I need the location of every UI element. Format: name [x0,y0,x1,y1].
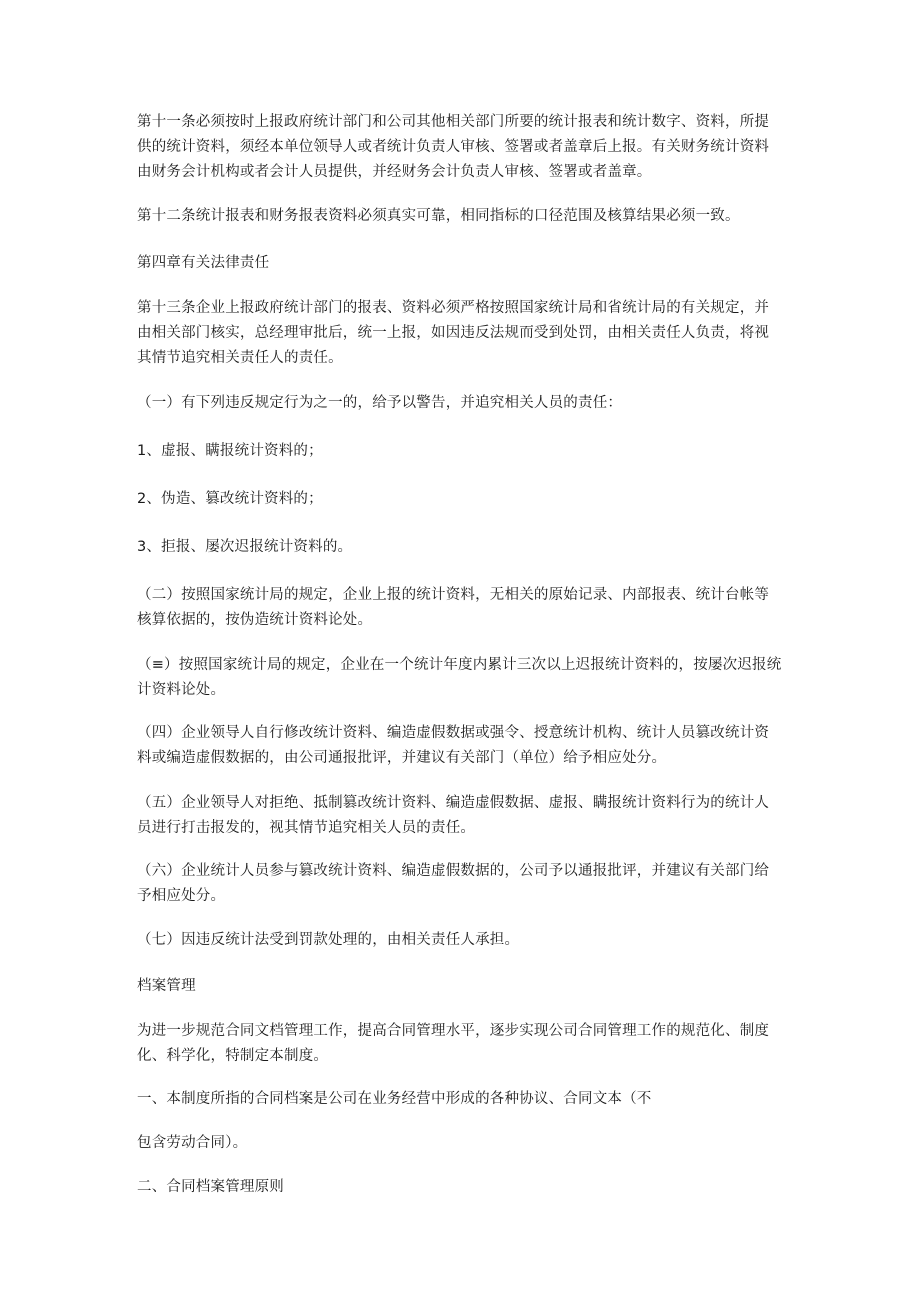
chapter-heading-4: 第四章有关法律责任 [137,255,270,271]
archives-item-2: 二、合同档案管理原则 [137,1179,284,1195]
clause-4: （四）企业领导人自行修改统计资料、编造虚假数据或强令、授意统计机构、统计人员篡改统计资料或编造虚假数据的，由公司通报批评，并建议有关部门（单位）给予相应处分。 [137,725,770,766]
clause-2: （二）按照国家统计局的规定，企业上报的统计资料，无相关的原始记录、内部报表、统计台帐等核算依据的，按伪造统计资料论处。 [137,587,770,628]
archives-item-1: 一、本制度所指的合同档案是公司在业务经营中形成的各种协议、合同文本（不 [137,1091,652,1107]
clause-5: （五）企业领导人对拒绝、抵制篡改统计资料、编造虚假数据、虚报、瞒报统计资料行为的统计人员进行打击报发的，视其情节追究相关人员的责任。 [137,795,770,836]
clause-1: （一）有下列违反规定行为之一的，给予以警告，并追究相关人员的责任： [137,395,623,411]
paragraph-article-13: 第十三条企业上报政府统计部门的报表、资料必须严格按照国家统计局和省统计局的有关规定，并由相关部门核实，总经理审批后，统一上报，如因违反法规而受到处罚，由相关责任人负责，将视其情节追究相关责任人的责任。 [137,300,770,366]
clause-3: （≡）按照国家统计局的规定，企业在一个统计年度内累计三次以上迟报统计资料的，按屡次迟报统计资料论处。 [137,657,782,698]
paragraph-archives-intro: 为进一步规范合同文档管理工作，提高合同管理水平，逐步实现公司合同管理工作的规范化、制度化、科学化，特制定本制度。 [137,1023,770,1064]
archives-item-1-continued: 包含劳动合同）。 [137,1135,248,1151]
clause-6: （六）企业统计人员参与篡改统计资料、编造虚假数据的，公司予以通报批评，并建议有关部门给予相应处分。 [137,863,770,904]
section-heading-archives: 档案管理 [137,978,196,994]
paragraph-article-11: 第十一条必须按时上报政府统计部门和公司其他相关部门所要的统计报表和统计数字、资料，所提供的统计资料，须经本单位领导人或者统计负责人审核、签署或者盖章后上报。有关财务统计资料由财务会计机构或者会计人员提供，并经财务会计负责人审核、签署或者盖章。 [137,114,770,180]
list-item-2: 2、伪造、篡改统计资料的； [137,491,323,507]
clause-7: （七）因违反统计法受到罚款处理的，由相关责任人承担。 [137,932,520,948]
list-item-1: 1、虚报、瞒报统计资料的； [137,443,323,459]
paragraph-article-12: 第十二条统计报表和财务报表资料必须真实可靠，相同指标的口径范围及核算结果必须一致。 [137,208,740,224]
list-item-3: 3、拒报、屡次迟报统计资料的。 [137,539,353,555]
